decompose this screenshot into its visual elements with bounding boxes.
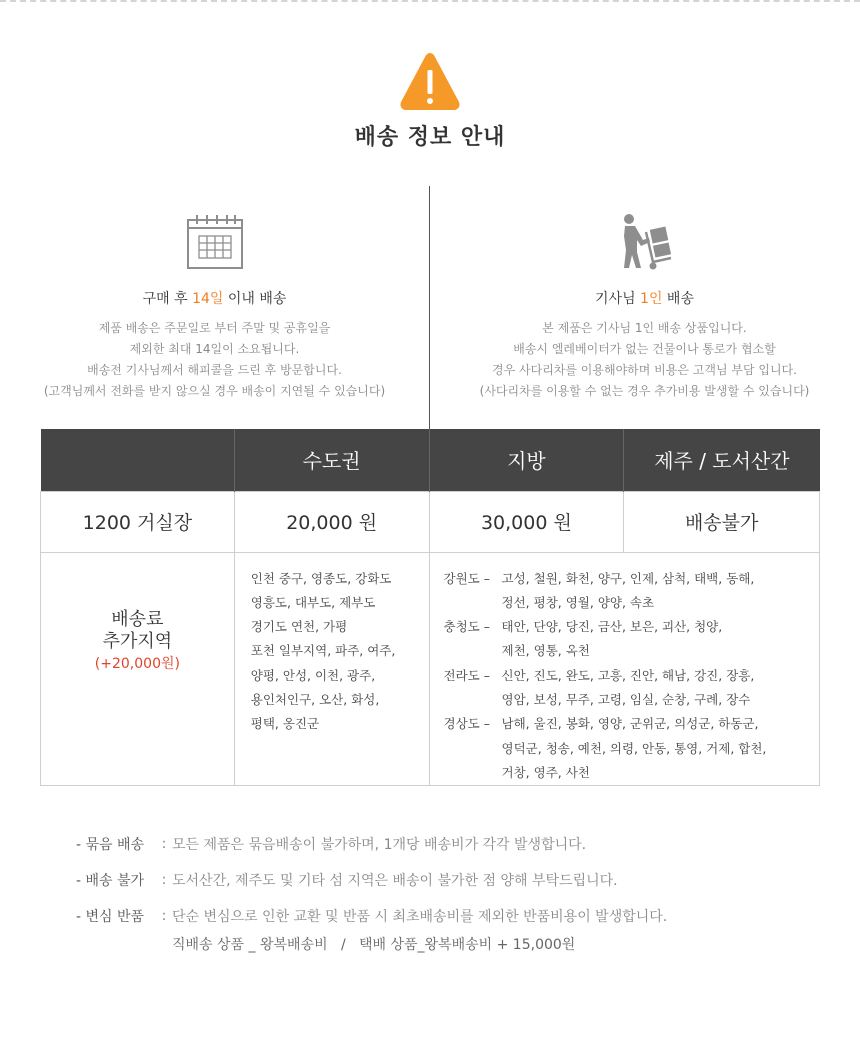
province-extra-regions-cell bbox=[429, 552, 819, 786]
list-item: 영덕군, 청송, 예천, 의령, 안동, 통영, 거제, 합천, bbox=[501, 740, 767, 756]
list-item: 거창, 영주, 사천 bbox=[501, 764, 590, 780]
warning-icon bbox=[398, 50, 462, 114]
list-item: 경기도 연천, 가평 bbox=[250, 619, 348, 635]
list-item: 경상도 – 남해, 울진, 봉화, 영양, 군위군, 의성군, 하동군, bbox=[443, 716, 759, 732]
shipping-notes bbox=[76, 826, 667, 956]
capital-price-cell: 20,000 원 bbox=[234, 491, 429, 552]
note-return-fee-detail: 직배송 상품 _ 왕복배송비 / 택배 상품_왕복배송비 + 15,000원 bbox=[172, 937, 576, 953]
list-item: 영흥도, 대부도, 제부도 bbox=[250, 594, 376, 610]
province-price-cell: 30,000 원 bbox=[429, 491, 624, 552]
delivery-period-description: 제품 배송은 주문일로 부터 주말 및 공휴일을 제외한 최대 14일이 소요됩니다. 배송전 기사님께서 해피콜을 드린 후 방문합니다. (고객님께서 전화를 받지 않으실 경우 배송이 지연될 수 있습니다) bbox=[43, 321, 386, 398]
delivery-period-section bbox=[0, 200, 429, 402]
page-title: 배송 정보 안내 bbox=[354, 125, 506, 150]
header-empty bbox=[41, 429, 235, 491]
extra-fee-line2: 추가지역 bbox=[102, 630, 173, 652]
list-item: 양평, 안성, 이천, 광주, bbox=[250, 667, 376, 683]
list-item: 전라도 – 신안, 진도, 완도, 고흥, 진안, 해남, 강진, 장흥, bbox=[443, 667, 755, 683]
note-change-of-mind-return: - 변심 반품 : 단순 변심으로 인한 교환 및 반품 시 최초배송비를 제외한 반품비용이 발생합니다. bbox=[76, 908, 668, 925]
list-item: 충청도 – 태안, 단양, 당진, 금산, 보은, 괴산, 청양, bbox=[443, 619, 723, 635]
note-no-delivery: - 배송 불가 : 도서산간, 제주도 및 기타 섬 지역은 배송이 불가한 점 양해 부탁드립니다. bbox=[76, 872, 618, 889]
product-name-cell: 1200 거실장 bbox=[41, 491, 235, 552]
header-capital-area: 수도권 bbox=[234, 429, 429, 491]
shipping-fee-table bbox=[40, 429, 820, 786]
note-bundle-shipping: - 묶음 배송 : 모든 제품은 묶음배송이 불가하며, 1개당 배송비가 각각 발생합니다. bbox=[76, 836, 587, 853]
extra-fee-amount: (+20,000원) bbox=[94, 655, 180, 672]
top-dashed-border bbox=[0, 0, 860, 2]
delivery-period-heading: 구매 후 14일 이내 배송 bbox=[142, 291, 287, 307]
table-row bbox=[41, 491, 820, 552]
list-item: 용인처인구, 오산, 화성, bbox=[250, 691, 380, 707]
header-provinces: 지방 bbox=[429, 429, 624, 491]
one-person-delivery-section bbox=[430, 200, 859, 402]
capital-extra-regions-cell bbox=[234, 552, 429, 786]
one-person-delivery-heading: 기사님 1인 배송 bbox=[595, 291, 694, 307]
table-header-row bbox=[41, 429, 820, 491]
calendar-icon bbox=[183, 210, 247, 274]
jeju-price-cell: 배송불가 bbox=[624, 491, 820, 552]
one-person-delivery-description: 본 제품은 기사님 1인 배송 상품입니다. 배송시 엘레베이터가 없는 건물이나 통로가 협소할 경우 사다리차를 이용해야하며 비용은 고객님 부담 입니다. (사다리차를 이용할 수 없는 경우 추가비용 발생할 수 있습니다) bbox=[479, 321, 810, 398]
delivery-worker-icon bbox=[613, 210, 677, 274]
list-item: 포천 일부지역, 파주, 여주, bbox=[250, 643, 396, 659]
list-item: 정선, 평창, 영월, 양양, 속초 bbox=[501, 594, 655, 610]
table-row bbox=[41, 552, 820, 786]
header-jeju-islands: 제주 / 도서산간 bbox=[624, 429, 820, 491]
list-item: 평택, 옹진군 bbox=[250, 716, 320, 732]
list-item: 강원도 – 고성, 철원, 화천, 양구, 인제, 삼척, 태백, 동해, bbox=[443, 570, 755, 586]
list-item: 인천 중구, 영종도, 강화도 bbox=[250, 570, 392, 586]
extra-fee-line1: 배송료 bbox=[111, 608, 164, 630]
extra-fee-label-cell bbox=[41, 552, 235, 786]
list-item: 제천, 영통, 옥천 bbox=[501, 643, 590, 659]
list-item: 영암, 보성, 무주, 고령, 임실, 순창, 구례, 장수 bbox=[501, 691, 751, 707]
